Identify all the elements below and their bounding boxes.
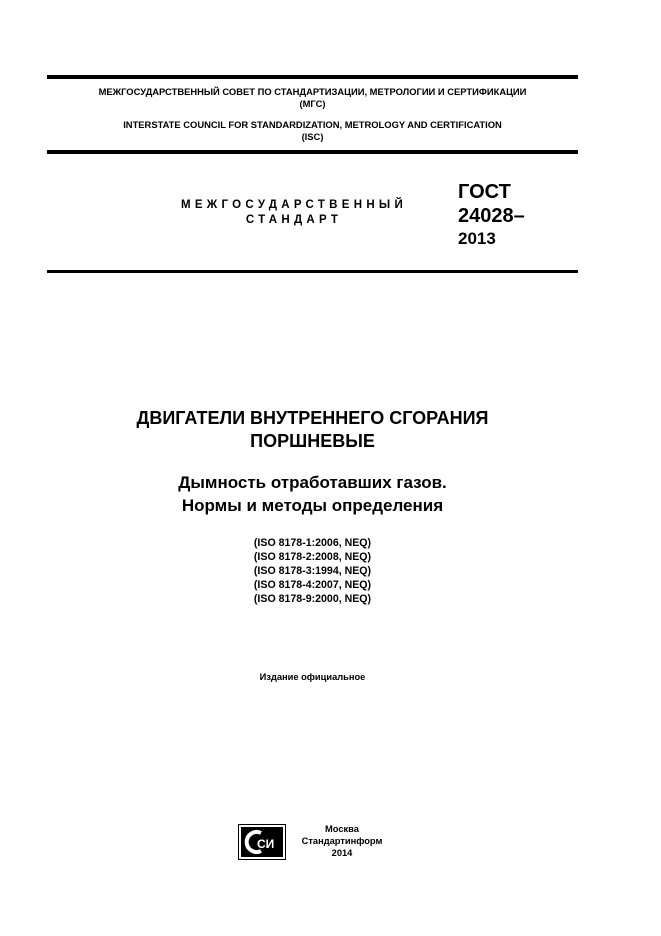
- gost-prefix: ГОСТ: [458, 181, 511, 203]
- iso-reference: (ISO 8178-4:2007, NEQ): [253, 579, 372, 591]
- publisher-block: [291, 823, 393, 859]
- council-name-en-line: INTERSTATE COUNCIL FOR STANDARDIZATION, METROLOGY AND CERTIFICATION: [123, 119, 502, 130]
- iso-reference: (ISO 8178-9:2000, NEQ): [253, 593, 372, 605]
- standard-kind: [160, 198, 428, 228]
- top-divider: [47, 75, 578, 79]
- edition-note: Издание официальное: [259, 672, 366, 682]
- iso-references: [47, 536, 578, 606]
- publisher-city: Москва: [325, 824, 359, 834]
- council-abbrev-ru: (МГС): [299, 98, 326, 109]
- document-title: [47, 407, 578, 453]
- standartinform-logo-icon: [238, 824, 286, 860]
- publisher-year: 2014: [331, 848, 353, 858]
- gost-number: 24028–: [458, 205, 525, 227]
- iso-reference: (ISO 8178-1:2006, NEQ): [253, 537, 372, 549]
- document-subtitle-line2: Нормы и методы определения: [181, 496, 444, 515]
- document-title-line1: ДВИГАТЕЛИ ВНУТРЕННЕГО СГОРАНИЯ: [136, 408, 489, 428]
- svg-text:СИ: СИ: [257, 837, 275, 851]
- council-name-ru: [47, 86, 578, 110]
- iso-reference: (ISO 8178-3:1994, NEQ): [253, 565, 372, 577]
- gost-year: 2013: [458, 229, 496, 248]
- publisher-name: Стандартинформ: [301, 836, 383, 846]
- council-name-en: [47, 119, 578, 143]
- standard-kind-line2: СТАНДАРТ: [245, 214, 343, 226]
- council-name-ru-line: МЕЖГОСУДАРСТВЕННЫЙ СОВЕТ ПО СТАНДАРТИЗАЦИИ, МЕТРОЛОГИИ И СЕРТИФИКАЦИИ: [98, 86, 527, 97]
- document-subtitle: [47, 471, 578, 517]
- document-subtitle-line1: Дымность отработавших газов.: [178, 473, 447, 492]
- standard-kind-line1: МЕЖГОСУДАРСТВЕННЫЙ: [180, 199, 408, 211]
- gost-designation: [458, 180, 525, 249]
- lower-divider: [47, 270, 578, 273]
- middle-divider: [47, 150, 578, 154]
- document-title-line2: ПОРШНЕВЫЕ: [250, 431, 375, 451]
- council-abbrev-en: (ISC): [301, 131, 324, 142]
- iso-reference: (ISO 8178-2:2008, NEQ): [253, 551, 372, 563]
